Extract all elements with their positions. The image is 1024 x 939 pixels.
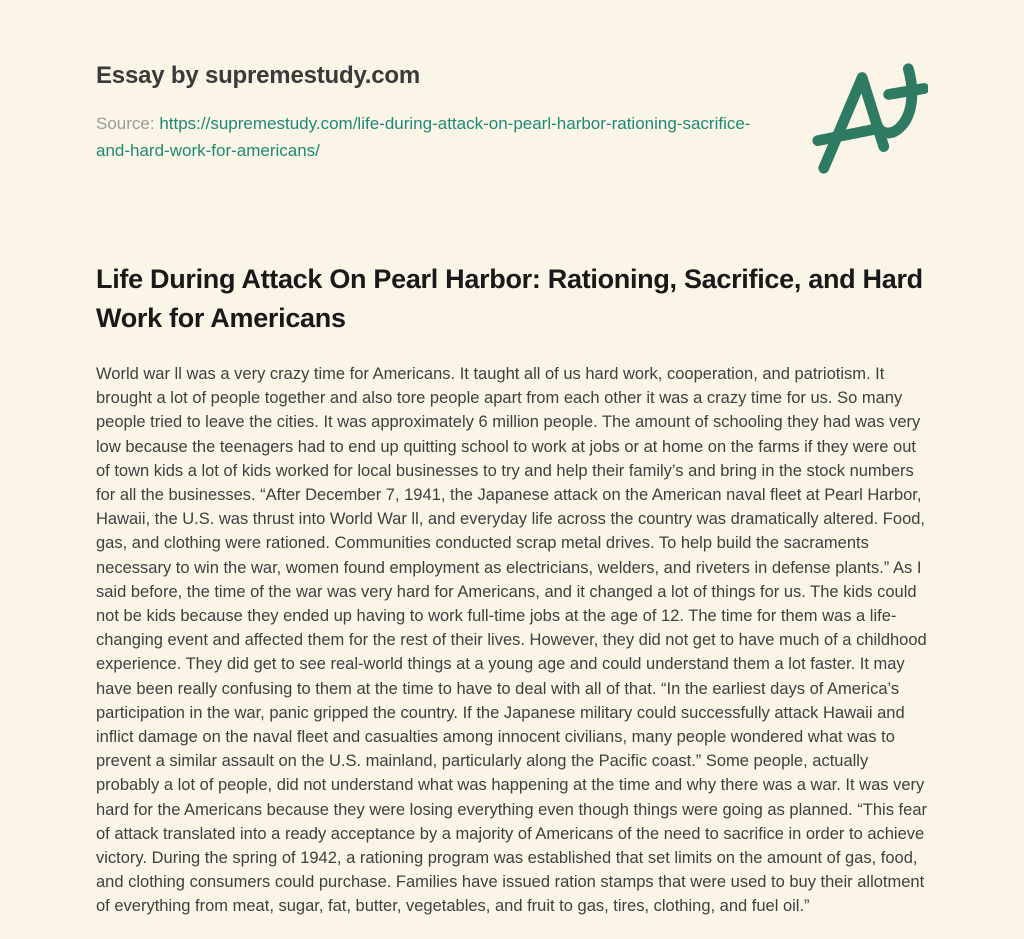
source-label: Source: <box>96 114 155 133</box>
page-header <box>96 62 928 180</box>
essay-byline: Essay by supremestudy.com <box>96 62 421 89</box>
source-url-link[interactable]: https://supremestudy.com/life-during-attack-on-pearl-harbor-rationing-sacrifice-and-hard-work-for-americans/ <box>96 114 751 160</box>
essay-body: World war ll was a very crazy time for Americans. It taught all of us hard work, cooperation, and patriotism. It brought a lot of people together and also tore people apart from each other it was a crazy time for us. So many people tried to leave the cities. It was approximately 6 million people. The amount of schooling they had was very low because the teenagers had to end up quitting school to work at jobs or at home on the farms if they were out of town kids a lot of kids worked for local businesses to try and help their family’s and bring in the stock numbers for all the businesses. “After December 7, 1941, the Japanese attack on the American naval fleet at Pearl Harbor, Hawaii, the U.S. was thrust into World War ll, and everyday life across the country was dramatically altered. Food, gas, and clothing were rationed. Communities conducted scrap metal drives. To help build the sacraments necessary to win the war, women found employment as electricians, welders, and riveters in defense plants.” As I said before, the time of the war was very hard for Americans, and it changed a lot of things for us. The kids could not be kids because they ended up having to work full-time jobs at the age of 12. The time for them was a life-changing event and affected them for the rest of their lives. However, they did not get to have much of a childhood experience. They did get to see real-world things at a young age and could understand them a lot faster. It may have been really confusing to them at the time to have to deal with all of that. “In the earliest days of America’s participation in the war, panic gripped the country. If the Japanese military could successfully attack Hawaii and inflict damage on the naval fleet and casualties among innocent civilians, many people wondered what was to prevent a similar assault on the U.S. mainland, particularly along the Pacific coast.” Some people, actually probably a lot of people, did not understand what was happening at the time and why there was a war. It was very hard for the Americans because they were losing everything even though things were going as planned. “This fear of attack translated into a ready acceptance by a majority of Americans of the need to sacrifice in order to achieve victory. During the spring of 1942, a rationing program was established that set limits on the amount of gas, food, and clothing consumers could purchase. Families have issued ration stamps that were used to buy their allotment of everything from meat, sugar, fat, butter, vegetables, and fruit to gas, tires, clothing, and fuel oil.” <box>96 365 927 916</box>
essay-title: Life During Attack On Pearl Harbor: Rationing, Sacrifice, and Hard Work for Americans <box>96 264 923 333</box>
source-line <box>96 110 758 164</box>
header-text-block <box>96 62 810 164</box>
a-plus-logo <box>810 56 928 180</box>
essay-page <box>96 0 928 939</box>
a-plus-logo-icon <box>810 56 928 180</box>
